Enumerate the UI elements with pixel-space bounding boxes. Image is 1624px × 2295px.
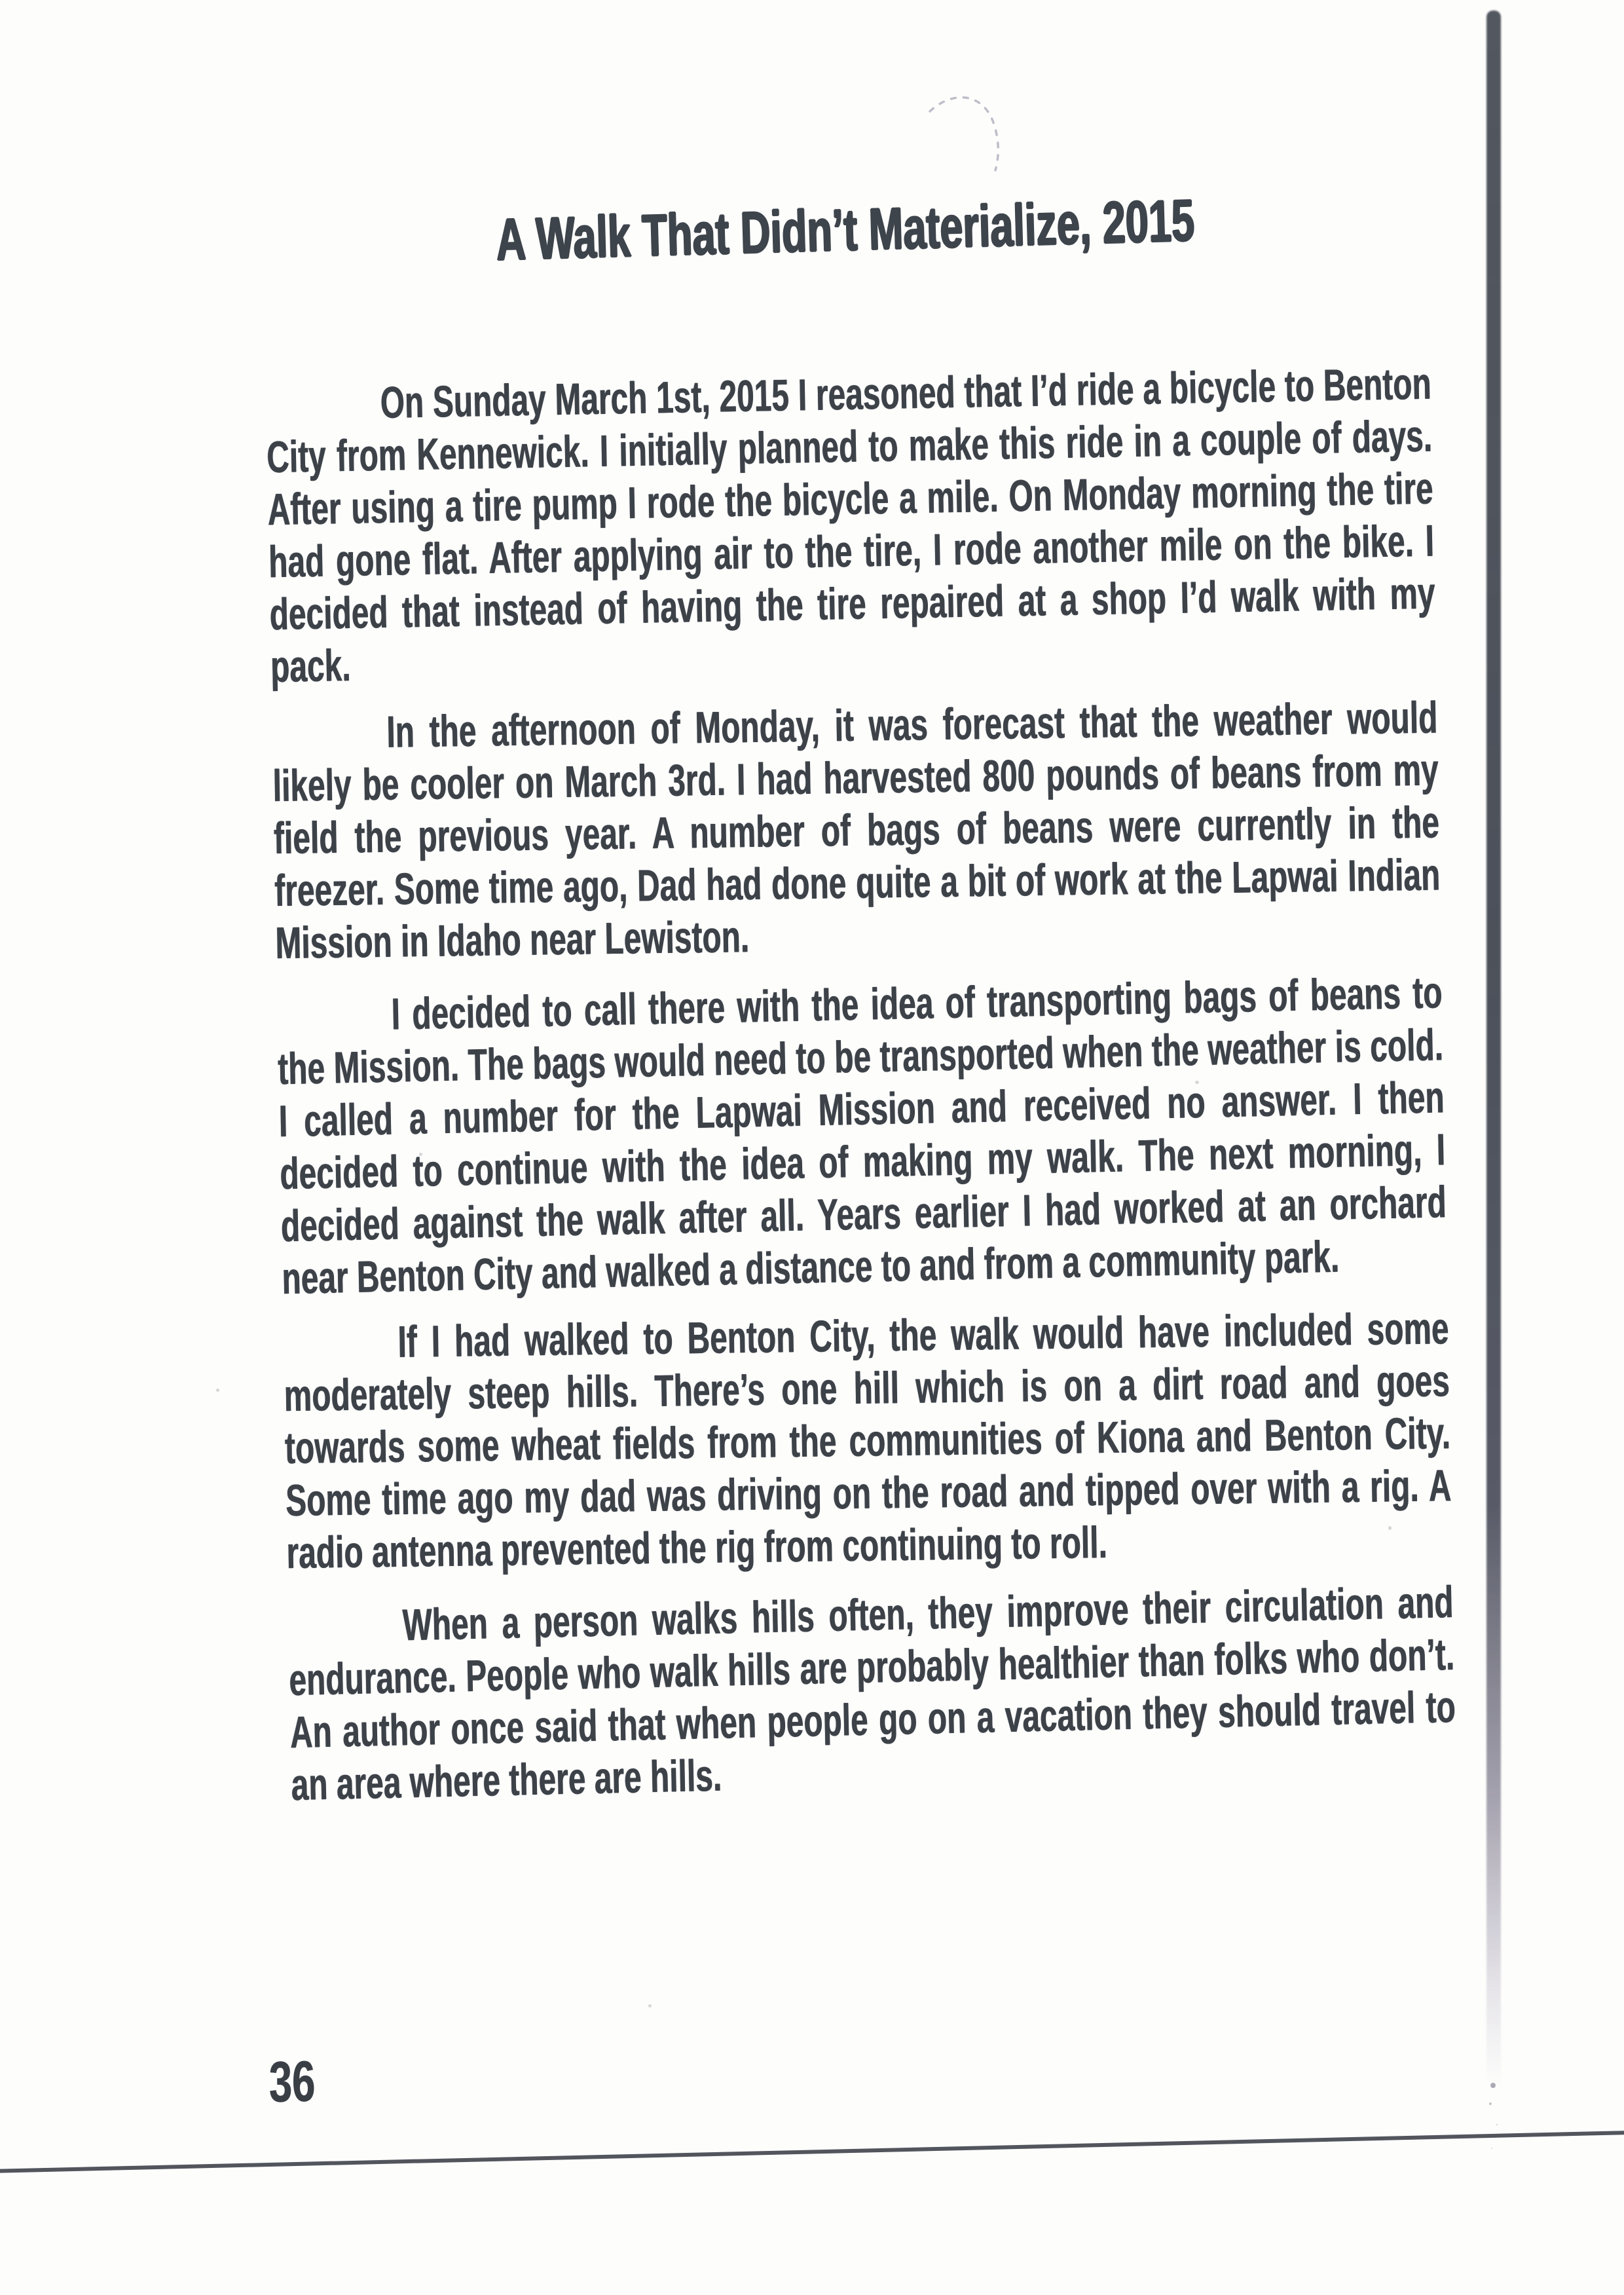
paragraph: If I had walked to Benton City, the walk would have included some moderately steep hills. There’s one hill which is on a dirt road and goes towards some wheat fields from the communities of Kiona and Benton City. Some time ago my dad was driving on the road and tipped over with a rig. A radio antenna prevented the rig from continuing to roll. bbox=[284, 1303, 1452, 1578]
paper-speck bbox=[1195, 1081, 1199, 1084]
page-edge-line bbox=[0, 2130, 1624, 2173]
pen-mark-arc bbox=[912, 73, 1043, 191]
paragraph: When a person walks hills often, they improve their circulation and endurance. People who walk hills are probably healthier than folks who don’t. An author once said that when people go on a vacation they should travel to an area where there are hills. bbox=[288, 1577, 1456, 1810]
page-title: A Walk That Didn’t Materialize, 2015 bbox=[495, 188, 1196, 273]
text-column bbox=[262, 186, 1457, 1826]
paper-speck bbox=[648, 2004, 652, 2007]
scan-edge-bar bbox=[1486, 10, 1501, 2087]
paragraph: I decided to call there with the idea of transporting bags of beans to the Mission. The bags would need to be transported when the weather is cold. I called a number for the Lapwai Mission and received no answer. I then decided to continue with the idea of making my walk. The next morning, I decided against the walk after all. Years earlier I had worked at an orchard near Benton City and walked a distance to and from a community park. bbox=[277, 967, 1447, 1304]
paper-speck bbox=[1388, 1526, 1392, 1530]
paragraph: In the afternoon of Monday, it was forecast that the weather would likely be cooler on March 3rd. I had harvested 800 pounds of beans from my field the previous year. A number of bags of beans were currently in the freezer. Some time ago, Dad had done quite a bit of work at the Lapwai Indian Mission in Idaho near Lewiston. bbox=[272, 692, 1441, 969]
paragraph: On Sunday March 1st, 2015 I reasoned that I’d ride a bicycle to Benton City from Kennewick. I initially planned to make this ride in a couple of days. After using a tire pump I rode the bicycle a mile. On Monday morning the tire had gone flat. After applying air to the tire, I rode another mile on the bike. I decided that instead of having the tire repaired at a shop I’d walk with my pack. bbox=[266, 358, 1436, 692]
title-row bbox=[262, 180, 1429, 281]
scan-edge-speckles bbox=[1490, 2083, 1496, 2088]
paper-speck bbox=[216, 1389, 219, 1392]
body-text bbox=[265, 358, 1457, 1809]
page-number: 36 bbox=[268, 2048, 316, 2114]
paper-speck bbox=[419, 1153, 422, 1156]
